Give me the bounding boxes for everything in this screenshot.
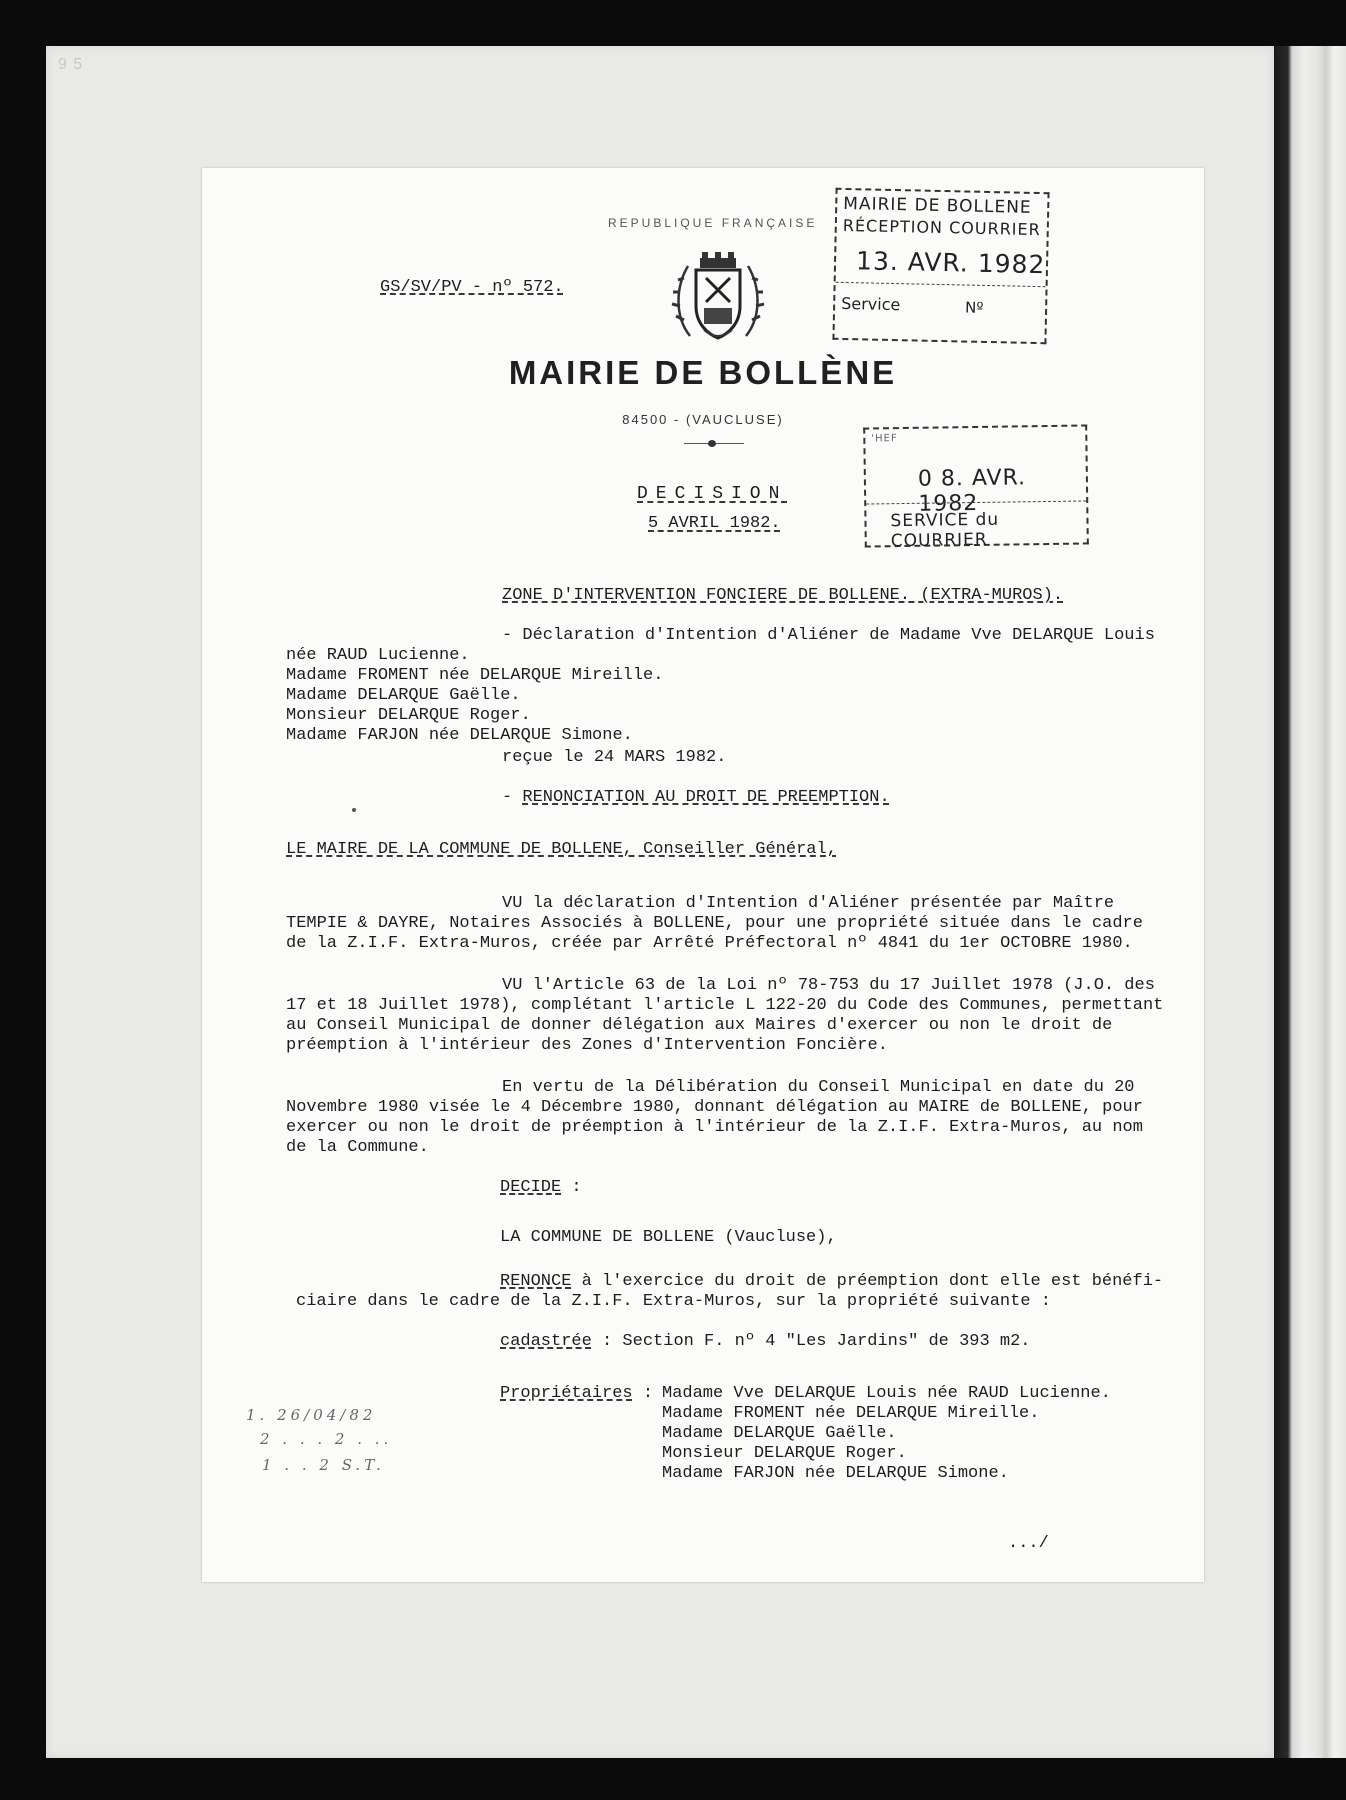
- renonce-line-2: ciaire dans le cadre de la Z.I.F. Extra-Muros, sur la propriété suivante :: [296, 1292, 1051, 1311]
- courrier-stamp: [863, 424, 1089, 552]
- pencil-corner-mark: 9 5: [58, 56, 84, 73]
- stamp-line-2: RÉCEPTION COURRIER: [842, 215, 1041, 240]
- reception-stamp: [832, 188, 1049, 344]
- owner-line: Madame FROMENT née DELARQUE Mireille.: [662, 1404, 1040, 1423]
- zone-title: ZONE D'INTERVENTION FONCIERE DE BOLLENE. (EXTRA-MUROS).: [502, 586, 1064, 605]
- republic-header: REPUBLIQUE FRANÇAISE: [608, 216, 818, 230]
- stamp-line-1: MAIRIE DE BOLLENE: [843, 193, 1032, 218]
- stamp-date: 13. AVR. 1982: [855, 246, 1046, 280]
- album-binding: [1274, 46, 1346, 1758]
- decide-colon: :: [561, 1178, 582, 1197]
- cadastree-rest: : Section F. nº 4 "Les Jardins" de 393 m2.: [591, 1332, 1031, 1351]
- cadastree-word: cadastrée: [500, 1332, 592, 1351]
- decide-heading: [500, 1178, 582, 1198]
- vertu-line: En vertu de la Délibération du Conseil Municipal en date du 20: [502, 1078, 1135, 1097]
- vu1-line: TEMPIE & DAYRE, Notaires Associés à BOLLENE, pour une propriété située dans le cadre: [286, 914, 1143, 933]
- renonce-word: RENONCE: [500, 1272, 572, 1291]
- declaration-line: née RAUD Lucienne.: [286, 646, 470, 665]
- proprietaires-colon: :: [632, 1384, 654, 1403]
- declaration-line: Madame FROMENT née DELARQUE Mireille.: [286, 666, 664, 685]
- handwritten-note: 2 . . . 2 . ..: [260, 1430, 393, 1448]
- owner-line: Madame Vve DELARQUE Louis née RAUD Lucienne.: [662, 1384, 1111, 1403]
- vu1-line: de la Z.I.F. Extra-Muros, créée par Arrêté Préfectoral nº 4841 du 1er OCTOBRE 1980.: [286, 934, 1133, 953]
- owner-line: Madame FARJON née DELARQUE Simone.: [662, 1464, 1009, 1483]
- postal-line: 84500 - (VAUCLUSE): [622, 412, 784, 427]
- stamp-date: 0 8. AVR. 1982: [917, 465, 1027, 517]
- vu2-line: VU l'Article 63 de la Loi nº 78-753 du 17 Juillet 1978 (J.O. des: [502, 976, 1155, 995]
- stamp-number: Nº: [964, 298, 984, 317]
- renonciation-dash: -: [502, 788, 523, 807]
- maire-title: LE MAIRE DE LA COMMUNE DE BOLLENE, Conseiller Général,: [286, 840, 837, 859]
- declaration-line: - Déclaration d'Intention d'Aliéner de Madame Vve DELARQUE Louis: [502, 626, 1155, 645]
- handwritten-note: 1. 26/04/82: [246, 1406, 377, 1424]
- vertu-line: exercer ou non le droit de préemption à l'intérieur de la Z.I.F. Extra-Muros, au nom: [286, 1118, 1143, 1137]
- stamp-separator: [836, 282, 1046, 287]
- renonce-line: [500, 1272, 1163, 1292]
- coat-of-arms-icon: [670, 250, 766, 346]
- declaration-line: Madame DELARQUE Gaëlle.: [286, 686, 521, 705]
- owner-line: Madame DELARQUE Gaëlle.: [662, 1424, 897, 1443]
- proprietaires-word: Propriétaires: [500, 1384, 633, 1403]
- mairie-heading: MAIRIE DE BOLLÈNE: [508, 354, 898, 391]
- renonciation-title: RENONCIATION AU DROIT DE PREEMPTION.: [522, 788, 890, 807]
- ink-dot: [352, 808, 356, 812]
- vu2-line: au Conseil Municipal de donner délégation aux Maires d'exercer ou non le droit de: [286, 1016, 1113, 1035]
- cadastree-line: [500, 1332, 1031, 1352]
- vu1-line: VU la déclaration d'Intention d'Aliéner présentée par Maître: [502, 894, 1115, 913]
- decision-letter: [202, 168, 1204, 1582]
- decision-title: DECISION: [637, 484, 788, 504]
- proprietaires-label: [500, 1384, 653, 1404]
- stamp-line-1: 'HEF: [871, 433, 898, 445]
- decide-word: DECIDE: [500, 1178, 562, 1197]
- continuation-mark: .../: [1008, 1534, 1049, 1553]
- commune-line: LA COMMUNE DE BOLLENE (Vaucluse),: [500, 1228, 837, 1247]
- stamp-service: Service: [840, 293, 901, 315]
- vertu-line: de la Commune.: [286, 1138, 429, 1157]
- declaration-line: reçue le 24 MARS 1982.: [502, 748, 727, 767]
- declaration-line: Monsieur DELARQUE Roger.: [286, 706, 531, 725]
- owner-line: Monsieur DELARQUE Roger.: [662, 1444, 907, 1463]
- vu2-line: 17 et 18 Juillet 1978), complétant l'article L 122-20 du Code des Communes, permettant: [286, 996, 1164, 1015]
- vertu-line: Novembre 1980 visée le 4 Décembre 1980, donnant délégation au MAIRE de BOLLENE, pour: [286, 1098, 1143, 1117]
- renonce-rest: à l'exercice du droit de préemption dont elle est bénéfi-: [571, 1272, 1164, 1291]
- reference-number: GS/SV/PV - nº 572.: [380, 278, 564, 297]
- ornament-divider-dot: [708, 440, 716, 447]
- renonciation-heading: [502, 788, 890, 808]
- handwritten-note: 1 . . 2 S.T.: [262, 1456, 385, 1474]
- declaration-line: Madame FARJON née DELARQUE Simone.: [286, 726, 633, 745]
- decision-date: 5 AVRIL 1982.: [648, 514, 781, 533]
- vu2-line: préemption à l'intérieur des Zones d'Intervention Foncière.: [286, 1036, 888, 1055]
- stamp-footer: SERVICE du COURRIER: [890, 509, 1000, 552]
